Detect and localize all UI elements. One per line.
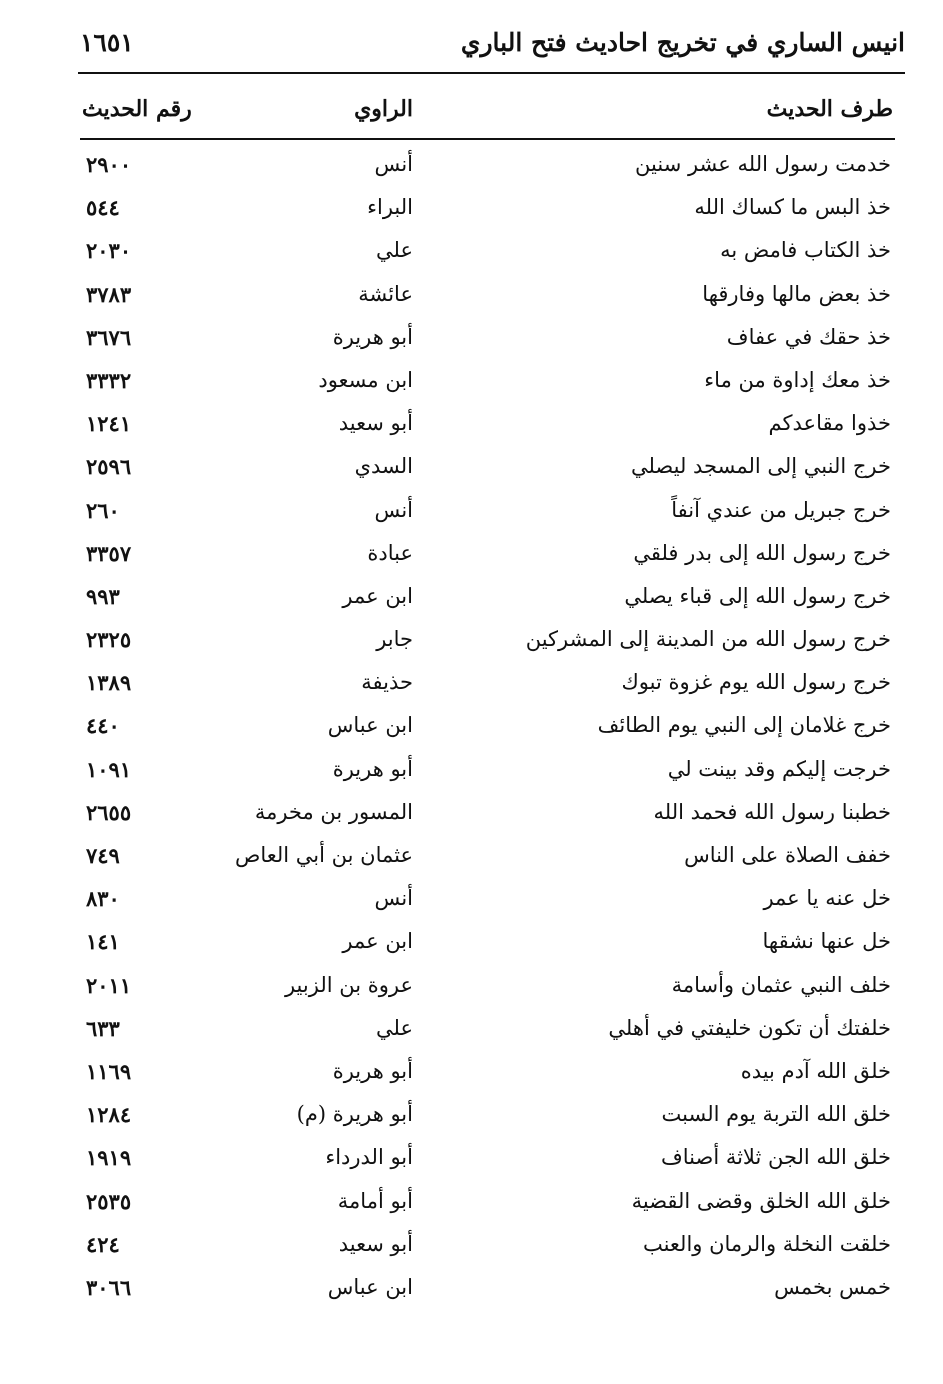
hadith-opening-cell: خلقت النخلة والرمان والعنب [642,1231,891,1256]
table-row [0,1139,943,1182]
hadith-opening-cell: خلفتك أن تكون خليفتي في أهلي [608,1015,891,1040]
hadith-opening-cell: خرج رسول الله إلى قباء يصلي [624,583,891,608]
table-row [0,448,943,491]
hadith-opening-cell: خرج جبريل من عندي آنفاً [671,497,891,522]
page-number: ١٦٥١ [80,28,134,57]
hadith-opening-cell: خلق الله التربة يوم السبت [661,1102,891,1127]
narrator-cell: أبو هريرة (م) [296,1102,413,1127]
narrator-cell: عبادة [367,540,413,565]
table-row [0,837,943,880]
hadith-number-cell: ٣٦٧٦ [86,324,132,350]
hadith-number-cell: ١٤١ [86,929,120,955]
hadith-opening-cell: خل عنها نشقها [762,929,891,954]
narrator-cell: أبو هريرة [332,756,413,781]
hadith-number-cell: ٣٠٦٦ [86,1274,132,1300]
narrator-cell: عثمان بن أبي العاص [234,843,413,867]
hadith-number-cell: ١٠٩١ [86,756,132,782]
narrator-cell: أبو أمامة [337,1188,413,1213]
hadith-opening-cell: خطبنا رسول الله فحمد الله [653,799,891,824]
table-row [0,1226,943,1269]
narrator-cell: علي [376,238,413,263]
column-header-tarf: طرف الحديث [766,96,893,122]
hadith-number-cell: ٢٠٣٠ [86,238,132,264]
narrator-cell: أبو هريرة [332,324,413,349]
hadith-number-cell: ٢٦٠ [86,497,120,523]
hadith-opening-cell: خلف النبي عثمان وأسامة [671,972,891,997]
hadith-opening-cell: خرج رسول الله يوم غزوة تبوك [621,670,891,695]
hadith-opening-cell: خمس بخمس [774,1274,891,1299]
table-row [0,794,943,837]
column-header-rule [80,138,895,140]
table-row [0,276,943,319]
narrator-cell: جابر [376,627,413,652]
hadith-opening-cell: خذ بعض مالها وفارقها [702,281,891,306]
narrator-cell: أبو سعيد [338,1231,413,1256]
table-row [0,1096,943,1139]
hadith-opening-cell: خرج النبي إلى المسجد ليصلي [630,454,891,479]
hadith-opening-cell: خلق الله آدم بيده [740,1058,891,1083]
narrator-cell: علي [376,1015,413,1040]
table-row [0,967,943,1010]
table-row [0,751,943,794]
narrator-cell: أنس [374,152,413,176]
hadith-number-cell: ٤٤٠ [86,713,120,739]
column-header-raqm: رقم الحديث [82,96,192,122]
table-row [0,1053,943,1096]
hadith-opening-cell: خرج رسول الله إلى بدر فلقي [633,540,891,565]
hadith-opening-cell: خذوا مقاعدكم [768,411,891,436]
hadith-number-cell: ٣٣٥٧ [86,540,132,566]
narrator-cell: أبو هريرة [332,1058,413,1083]
table-row [0,319,943,362]
running-title: انيس الساري في تخريج احاديث فتح الباري [460,28,905,57]
table-row [0,664,943,707]
hadith-number-cell: ١٩١٩ [86,1145,132,1171]
table-row [0,707,943,750]
table-row [0,362,943,405]
table-row [0,405,943,448]
hadith-opening-cell: خذ معك إداوة من ماء [704,367,891,392]
table-row [0,146,943,189]
narrator-cell: ابن عمر [342,583,413,608]
hadith-number-cell: ٢٩٠٠ [86,152,132,177]
narrator-cell: ابن عباس [327,1274,413,1299]
table-row [0,578,943,621]
hadith-opening-cell: خلق الله الجن ثلاثة أصناف [660,1145,891,1170]
narrator-cell: عائشة [358,281,413,306]
hadith-opening-cell: خذ البس ما كساك الله [694,195,891,220]
narrator-cell: عروة بن الزبير [284,972,413,997]
table-row [0,492,943,535]
hadith-opening-cell: خل عنه يا عمر [763,886,891,911]
hadith-number-cell: ١٢٤١ [86,411,132,437]
hadith-number-cell: ٤٢٤ [86,1231,120,1257]
narrator-cell: البراء [367,195,413,220]
header-rule [78,72,905,74]
narrator-cell: أنس [374,886,413,911]
hadith-number-cell: ٣٣٣٢ [86,367,132,393]
hadith-opening-cell: خدمت رسول الله عشر سنين [635,152,891,176]
hadith-number-cell: ٧٤٩ [86,843,120,868]
hadith-number-cell: ٢٠١١ [86,972,132,998]
table-row [0,1183,943,1226]
hadith-number-cell: ٨٣٠ [86,886,120,912]
table-row [0,880,943,923]
hadith-number-cell: ٢٥٣٥ [86,1188,132,1214]
hadith-index-table [0,146,943,1312]
narrator-cell: أبو سعيد [338,411,413,436]
hadith-number-cell: ٥٤٤ [86,195,120,221]
hadith-opening-cell: خفف الصلاة على الناس [684,843,891,867]
hadith-number-cell: ٦٣٣ [86,1015,120,1041]
hadith-opening-cell: خرج غلامان إلى النبي يوم الطائف [597,713,891,738]
table-row [0,232,943,275]
hadith-number-cell: ٣٧٨٣ [86,281,132,307]
hadith-opening-cell: خرجت إليكم وقد بينت لي [667,756,891,781]
narrator-cell: السدي [354,454,413,479]
hadith-number-cell: ٩٩٣ [86,583,120,609]
hadith-number-cell: ٢٥٩٦ [86,454,132,480]
hadith-number-cell: ١١٦٩ [86,1058,132,1084]
table-row [0,621,943,664]
narrator-cell: ابن مسعود [318,367,413,392]
column-header-rawi: الراوي [354,96,413,122]
table-row [0,535,943,578]
table-row [0,1269,943,1312]
hadith-number-cell: ١٣٨٩ [86,670,132,696]
hadith-opening-cell: خذ حقك في عفاف [726,324,891,349]
table-row [0,189,943,232]
narrator-cell: ابن عمر [342,929,413,954]
hadith-opening-cell: خرج رسول الله من المدينة إلى المشركين [525,627,891,652]
hadith-number-cell: ٢٣٢٥ [86,627,132,653]
narrator-cell: أبو الدرداء [325,1145,413,1170]
narrator-cell: حذيفة [361,670,413,695]
table-row [0,1010,943,1053]
table-row [0,923,943,966]
hadith-number-cell: ٢٦٥٥ [86,799,132,825]
hadith-opening-cell: خلق الله الخلق وقضى القضية [631,1188,891,1213]
hadith-number-cell: ١٢٨٤ [86,1102,132,1128]
narrator-cell: المسور بن مخرمة [254,799,413,824]
narrator-cell: أنس [374,497,413,522]
narrator-cell: ابن عباس [327,713,413,738]
hadith-opening-cell: خذ الكتاب فامض به [720,238,891,263]
